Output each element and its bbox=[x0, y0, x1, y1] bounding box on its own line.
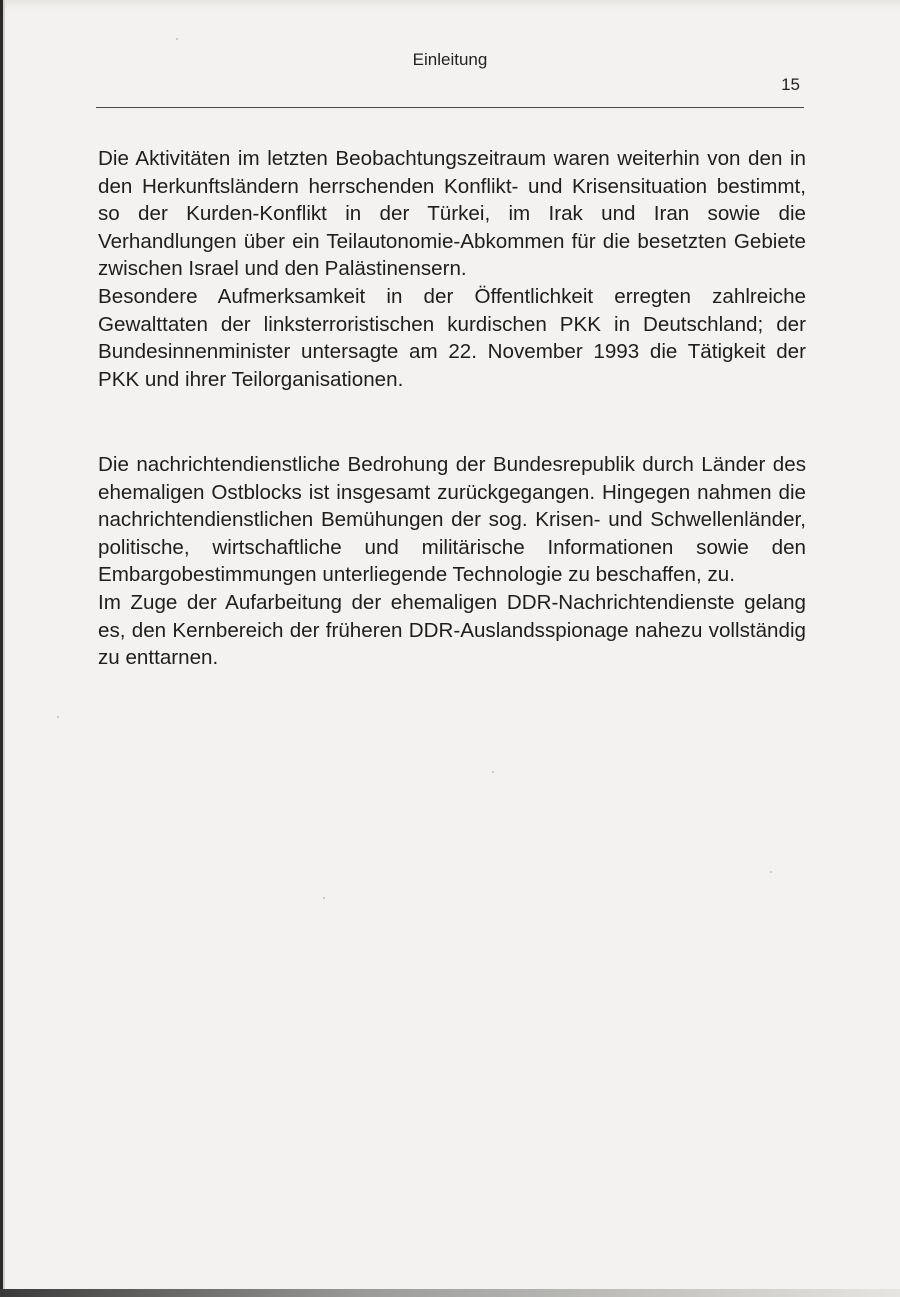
text-block-espionage bbox=[98, 451, 806, 672]
page-number: 15 bbox=[781, 75, 800, 94]
paragraph: Die Aktivitäten im letzten Beobachtungszeitraum waren weiterhin von den in den Herkunftsländern herrschenden Konflikt- und Krisensituation bestimmt, so der Kurden-Konflikt in der Türkei, im Irak und Iran sowie die Verhandlungen über ein Teilautonomie-Abkommen für die besetzten Gebiete zwischen Israel und den Palästinensern. bbox=[98, 147, 806, 281]
text-block-extremism bbox=[98, 145, 806, 393]
paragraph: Die nachrichtendienstliche Bedrohung der Bundesrepublik durch Länder des ehemaligen Ostblocks ist insgesamt zurückgegangen. Hingegen nahmen die nachrichtendienstlichen Bemühungen der sog. Krisen- und Schwellenländer, politische, wirtschaftliche und militärische Informationen sowie den Embargobestimmungen unterliegende Technologie zu beschaffen, zu. bbox=[98, 453, 806, 587]
scan-bottom-edge bbox=[0, 1289, 900, 1297]
scan-speck bbox=[323, 897, 325, 899]
running-head: Einleitung bbox=[412, 50, 488, 69]
scan-top-shading bbox=[0, 0, 900, 10]
scan-speck bbox=[770, 871, 772, 873]
scan-speck bbox=[492, 771, 494, 773]
header-rule bbox=[96, 107, 804, 108]
scan-speck bbox=[176, 38, 178, 40]
scan-left-edge-shadow bbox=[3, 0, 5, 1297]
scan-speck bbox=[57, 716, 59, 718]
paragraph: Besondere Aufmerksamkeit in der Öffentlichkeit erregten zahlreiche Gewalttaten der linksterroristischen kurdischen PKK in Deutschland; der Bundesinnenminister untersagte am 22. November 1993 die Tätigkeit der PKK und ihrer Teilorganisationen. bbox=[98, 284, 806, 391]
paragraph: Im Zuge der Aufarbeitung der ehemaligen DDR-Nachrichtendienste gelang es, den Kernbereich der früheren DDR-Auslandsspionage nahezu vollständig zu enttarnen. bbox=[98, 590, 806, 670]
